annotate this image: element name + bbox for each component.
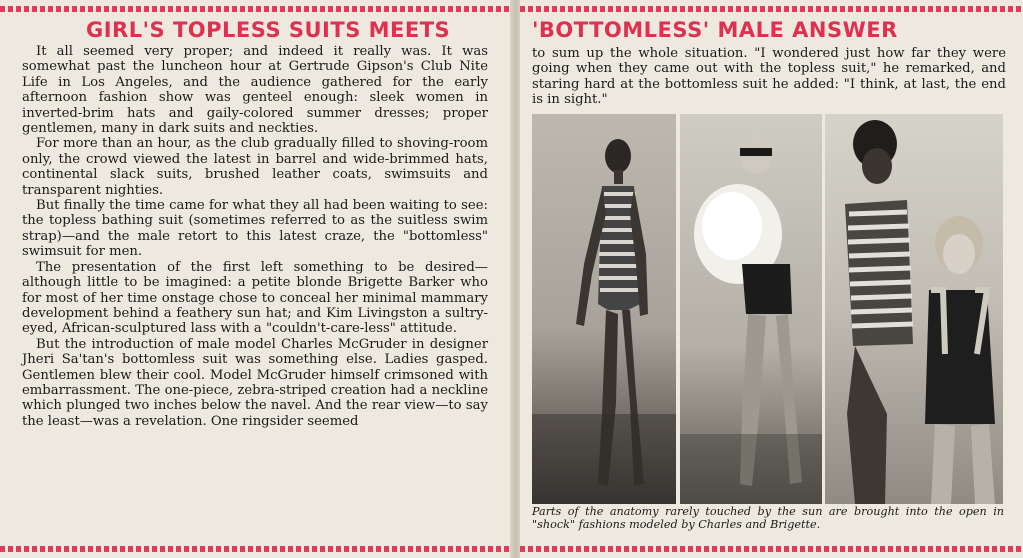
photo-couple-models bbox=[825, 114, 1003, 504]
decorative-border-bottom bbox=[0, 546, 512, 552]
decorative-border-bottom bbox=[520, 546, 1023, 552]
paragraph: But finally the time came for what they all had been waiting to see: the topless bathing suit (sometimes referred to as the suitless swim strap)—and the male retort to this latest craze, the "bottomless" swimsuit for men. bbox=[22, 198, 488, 260]
paragraph: to sum up the whole situation. "I wondered just how far they were going when they came out with the topless suit," he remarked, and staring hard at the bottomless suit he added: "I think, at last, the end is in sight." bbox=[532, 46, 1006, 108]
paragraph: But the introduction of male model Charles McGruder in designer Jheri Sa'tan's bottomless suit was something else. Ladies gasped. Gentlemen blew their cool. Model McGruder himself crimsoned with embarrassment. The one-piece, zebra-striped creation had a neckline which plunged two inches below the navel. And the rear view—to say the least—was a revelation. One ringsider seemed bbox=[22, 336, 488, 429]
couple-figures bbox=[825, 114, 1003, 504]
female-model-figure bbox=[680, 114, 822, 504]
paragraph: For more than an hour, as the club gradually filled to shoving-room only, the crowd viewed the latest in barrel and wide-brimmed hats, continental slack suits, brushed leather coats, swimsuits and transparent nighties. bbox=[22, 136, 488, 198]
paragraph: It all seemed very proper; and indeed it really was. It was somewhat past the luncheon hour at Gertrude Gipson's Club Nite Life in Los Angeles, and the audience gathered for the early afternoon fashion show was genteel enough: sleek women in inverted-brim hats and gaily-colored summer dresses; proper gentlemen, many in dark suits and neckties. bbox=[22, 44, 488, 137]
paragraph: The presentation of the first left something to be desired—although little to be imagined: a petite blonde Brigette Barker who for most of her time onstage chose to conceal her minimal mammary development behind a feathery sun hat; and Kim Livingston a sultry-eyed, African-sculptured lass with a "couldn't-care-less" attitude. bbox=[22, 259, 488, 337]
article-right-column bbox=[532, 46, 1006, 108]
article-left-column bbox=[22, 44, 488, 429]
headline-left: GIRL'S TOPLESS SUITS MEETS bbox=[86, 18, 451, 42]
photo-caption: Parts of the anatomy rarely touched by the sun are brought into the open in "shock" fashions modeled by Charles and Brigette. bbox=[532, 505, 1004, 531]
right-page bbox=[520, 0, 1023, 558]
headline-right: 'BOTTOMLESS' MALE ANSWER bbox=[532, 18, 898, 42]
photo-female-model-feather-hat bbox=[680, 114, 822, 504]
photo-male-model-striped-suit bbox=[532, 114, 676, 504]
decorative-border-top bbox=[0, 6, 512, 12]
decorative-border-top bbox=[520, 6, 1023, 12]
male-model-figure bbox=[532, 114, 676, 504]
